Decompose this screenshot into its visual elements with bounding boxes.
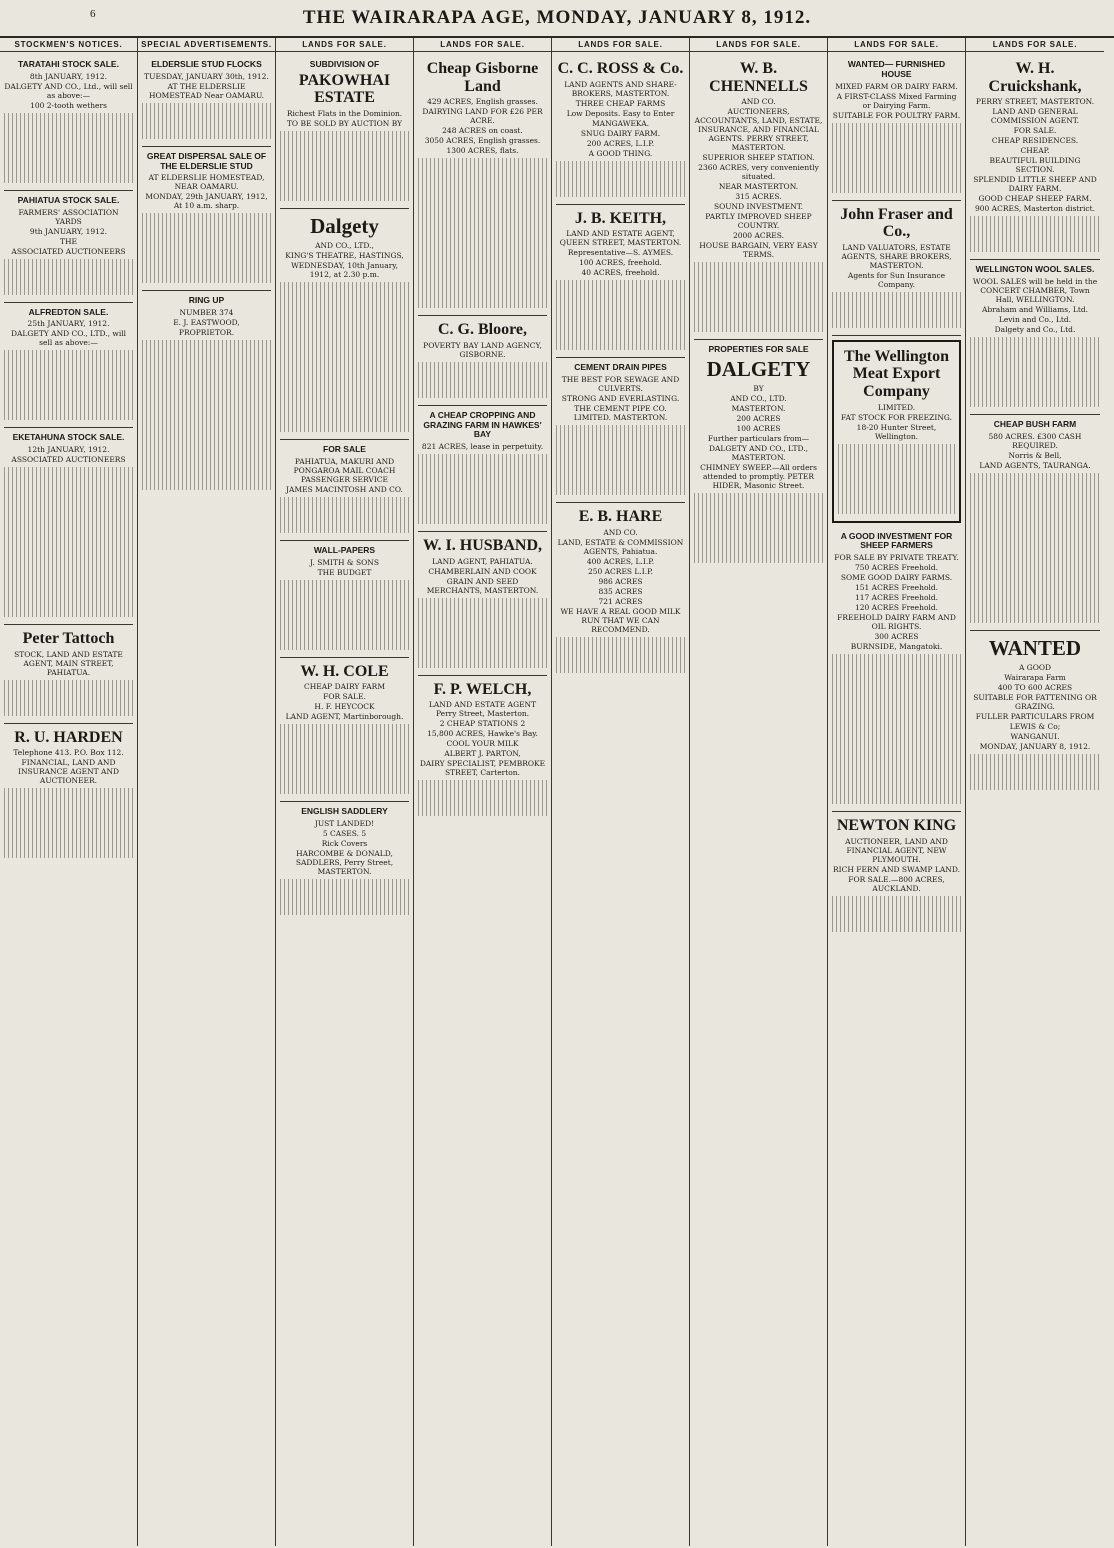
ad-line: ASSOCIATED AUCTIONEERS bbox=[11, 455, 126, 465]
ad-line: 200 ACRES, L.I.P. bbox=[586, 138, 655, 148]
body-text-texture bbox=[280, 879, 409, 915]
ad-line: MONDAY, 29th JANUARY, 1912, At 10 a.m. sharp. bbox=[145, 192, 268, 211]
ad-line: A FIRST-CLASS Mixed Farming or Dairying Farm. bbox=[836, 91, 957, 110]
ad-line: ALBERT J. PARTON, bbox=[444, 749, 521, 759]
body-text-texture bbox=[4, 259, 133, 295]
ad-line: DAIRY SPECIALIST, PEMBROKE STREET, Carterton. bbox=[419, 759, 546, 778]
body-text-texture bbox=[4, 680, 133, 716]
ad-line: 900 ACRES, Masterton district. bbox=[974, 204, 1096, 214]
ad-line: THE CEMENT PIPE CO. LIMITED. MASTERTON. bbox=[573, 403, 668, 422]
ad-line: Telephone 413. P.O. Box 112. bbox=[13, 748, 124, 758]
ad-line: 18-20 Hunter Street, Wellington. bbox=[856, 422, 937, 441]
ad-title: E. B. HARE bbox=[578, 507, 663, 525]
body-text-texture bbox=[4, 350, 133, 420]
ad-line: LAND VALUATORS, ESTATE AGENTS, SHARE BROKERS, MASTERTON. bbox=[841, 242, 952, 270]
body-text-texture bbox=[556, 425, 685, 495]
ad-line: THREE CHEAP FARMS bbox=[575, 98, 666, 108]
ad-line: FARMERS' ASSOCIATION YARDS bbox=[18, 207, 119, 226]
ad-heading: PAHIATUA STOCK SALE. bbox=[17, 194, 120, 205]
ad-line: SUPERIOR SHEEP STATION. bbox=[702, 153, 815, 163]
ad-line: CHIMNEY SWEEP.—All orders attended to promptly. PETER HIDER, Masonic Street. bbox=[700, 463, 817, 491]
ad-line: BURNSIDE, Mangatoki. bbox=[850, 642, 943, 652]
advertisement bbox=[556, 205, 685, 359]
body-text-texture bbox=[280, 131, 409, 201]
ad-line: AT ELDERSLIE HOMESTEAD, NEAR OAMARU. bbox=[148, 173, 265, 192]
body-text-texture bbox=[142, 213, 271, 283]
ad-line: LAND AGENT, Martinborough. bbox=[285, 712, 404, 722]
ad-line: LEWIS & Co; bbox=[1009, 721, 1061, 731]
column-5 bbox=[552, 38, 690, 1546]
ad-line: A GOOD bbox=[1018, 662, 1052, 672]
ad-line: 300 ACRES bbox=[874, 632, 919, 642]
body-text-texture bbox=[418, 780, 547, 816]
body-text-texture bbox=[970, 337, 1100, 407]
ad-line: ASSOCIATED AUCTIONEERS bbox=[11, 246, 126, 256]
ad-display-title: DALGETY bbox=[706, 356, 811, 381]
advertisement bbox=[556, 55, 685, 205]
ad-line: DAIRYING LAND FOR £26 PER ACRE. bbox=[422, 107, 543, 126]
ad-line: LAND AGENTS, TAURANGA. bbox=[979, 460, 1091, 470]
body-text-texture bbox=[4, 788, 133, 858]
advertisement bbox=[556, 503, 685, 680]
body-text-texture bbox=[280, 497, 409, 533]
ad-heading: CEMENT DRAIN PIPES bbox=[574, 362, 667, 373]
advertisement bbox=[418, 406, 547, 532]
ad-line: AUCTIONEER, LAND AND FINANCIAL AGENT, NEW PLYMOUTH. bbox=[845, 836, 948, 864]
body-text-texture bbox=[4, 113, 133, 183]
ad-heading: TARATAHI STOCK SALE. bbox=[18, 59, 119, 69]
ad-line: CHAMBERLAIN AND COOK bbox=[428, 566, 537, 576]
column-8 bbox=[966, 38, 1104, 1546]
ad-line: PARTLY IMPROVED SHEEP COUNTRY. bbox=[705, 212, 812, 231]
ad-line: LAND AND ESTATE AGENT, QUEEN STREET, MASTERTON. bbox=[559, 229, 682, 248]
advertisement bbox=[418, 55, 547, 316]
advertisement bbox=[4, 55, 133, 191]
body-text-texture bbox=[280, 724, 409, 794]
body-text-texture bbox=[832, 654, 961, 804]
ad-heading: CHEAP BUSH FARM bbox=[993, 418, 1077, 429]
body-text-texture bbox=[4, 467, 133, 617]
ad-line: 2000 ACRES. bbox=[732, 231, 784, 241]
ad-line: FOR SALE. bbox=[323, 692, 366, 702]
body-text-texture bbox=[556, 637, 685, 673]
ad-line: NEAR MASTERTON. bbox=[718, 182, 799, 192]
body-text-texture bbox=[694, 262, 823, 332]
ad-line: LAND AGENTS AND SHARE-BROKERS, MASTERTON. bbox=[564, 79, 677, 98]
ad-title: The Wellington Meat Export Company bbox=[843, 347, 950, 400]
ad-line: FOR SALE BY PRIVATE TREATY. bbox=[834, 553, 959, 563]
ad-line: 100 2-tooth wethers bbox=[30, 100, 107, 110]
ad-line: 248 ACRES on coast. bbox=[442, 126, 523, 136]
ad-line: 40 ACRES, freehold. bbox=[581, 268, 660, 278]
column-4 bbox=[414, 38, 552, 1546]
ad-display-title: Dalgety bbox=[310, 213, 379, 238]
ad-heading: SUBDIVISION OF bbox=[309, 59, 380, 69]
ad-line: Richest Flats in the Dominion. bbox=[286, 108, 403, 118]
body-text-texture bbox=[970, 754, 1100, 790]
ad-line: Further particulars from— bbox=[707, 434, 810, 444]
ad-line: 821 ACRES, lease in perpetuity. bbox=[421, 442, 544, 452]
ad-line: POVERTY BAY LAND AGENCY, GISBORNE. bbox=[423, 340, 542, 359]
advertisement bbox=[142, 147, 271, 292]
ad-line: AND CO., LTD. bbox=[730, 394, 787, 404]
advertisement bbox=[694, 340, 823, 570]
ad-line: 12th JANUARY, 1912. bbox=[27, 445, 110, 455]
body-text-texture bbox=[556, 280, 685, 350]
newspaper-title: THE WAIRARAPA AGE, MONDAY, JANUARY 8, 1912. bbox=[302, 7, 812, 28]
ad-line: LAND AGENT, PAHIATUA. bbox=[432, 556, 533, 566]
advertisement bbox=[970, 55, 1100, 260]
advertisement bbox=[280, 541, 409, 658]
ad-line: BEAUTIFUL BUILDING SECTION. bbox=[989, 156, 1081, 175]
ad-line: Levin and Co., Ltd. bbox=[998, 314, 1072, 324]
ad-heading: WELLINGTON WOOL SALES. bbox=[975, 264, 1095, 275]
ad-line: LAND AND ESTATE AGENT Perry Street, Masterton. bbox=[428, 700, 537, 719]
advertisement bbox=[556, 358, 685, 503]
advertisement bbox=[4, 625, 133, 724]
ad-line: AND CO. bbox=[741, 97, 776, 107]
ad-line: 100 ACRES, freehold. bbox=[579, 258, 662, 268]
advertisement bbox=[280, 209, 409, 440]
ad-heading: EKETAHUNA STOCK SALE. bbox=[12, 432, 125, 443]
ad-line: BY bbox=[753, 384, 764, 394]
ad-line: 8th JANUARY, 1912. bbox=[29, 71, 108, 81]
ad-line: MASTERTON. bbox=[731, 404, 786, 414]
ad-heading: A GOOD INVESTMENT FOR SHEEP FARMERS bbox=[840, 530, 953, 551]
ad-line: TO BE SOLD BY AUCTION BY bbox=[286, 118, 403, 128]
ad-heading: FOR SALE bbox=[323, 444, 366, 455]
ad-line: Wairarapa Farm bbox=[1004, 672, 1066, 682]
column-3 bbox=[276, 38, 414, 1546]
body-text-texture bbox=[832, 292, 961, 328]
ad-line: SPLENDID LITTLE SHEEP AND DAIRY FARM. bbox=[973, 175, 1097, 194]
body-text-texture bbox=[142, 103, 271, 139]
ad-line: WOOL SALES will be held in the CONCERT CHAMBER, Town Hall, WELLINGTON. bbox=[972, 276, 1098, 304]
advertisement bbox=[694, 55, 823, 340]
ad-line: LAND, ESTATE & COMMISSION AGENTS, Pahiatua. bbox=[557, 537, 684, 556]
ad-line: 400 ACRES, L.I.P. bbox=[586, 556, 655, 566]
advertisement bbox=[832, 812, 961, 939]
advertisement bbox=[4, 303, 133, 429]
advertisement bbox=[4, 724, 133, 866]
ad-line: FOR SALE.—800 ACRES, AUCKLAND. bbox=[848, 874, 945, 893]
ad-line: Norris & Bell, bbox=[1008, 450, 1062, 460]
ad-line: PERRY STREET, MASTERTON. bbox=[975, 97, 1095, 107]
body-text-texture bbox=[556, 161, 685, 197]
ad-line: AND CO., LTD., bbox=[315, 241, 374, 251]
ad-line: 1300 ACRES, flats. bbox=[446, 146, 519, 156]
ad-line: 250 ACRES L.I.P. bbox=[587, 566, 654, 576]
ad-line: SOUND INVESTMENT. bbox=[713, 202, 804, 212]
ad-title: PAKOWHAI ESTATE bbox=[298, 71, 391, 107]
ad-line: THE BEST FOR SEWAGE AND CULVERTS. bbox=[561, 374, 680, 393]
advertisement bbox=[4, 191, 133, 303]
ad-line: E. J. EASTWOOD, bbox=[173, 318, 240, 328]
ad-line: HARCOMBE & DONALD, SADDLERS, Perry Street, MASTERTON. bbox=[295, 848, 394, 876]
advertisement bbox=[970, 631, 1100, 797]
ad-line: FOR SALE. bbox=[1013, 126, 1057, 136]
page-number: 6 bbox=[90, 8, 97, 20]
ad-title: W. H. COLE bbox=[300, 662, 389, 680]
ad-line: GOOD CHEAP SHEEP FARM. bbox=[978, 194, 1092, 204]
body-text-texture bbox=[418, 158, 547, 308]
ad-line: SUITABLE FOR POULTRY FARM. bbox=[832, 110, 961, 120]
ad-line: 400 TO 600 ACRES bbox=[997, 682, 1073, 692]
column-header: LANDS FOR SALE. bbox=[828, 38, 965, 52]
ad-title: C. G. Bloore, bbox=[437, 321, 528, 339]
advertisement bbox=[280, 802, 409, 922]
ad-line: DALGETY AND CO., Ltd., will sell as above:— bbox=[4, 81, 133, 100]
ad-line: WANGANUI. bbox=[1010, 731, 1060, 741]
ad-line: 3050 ACRES, English grasses. bbox=[424, 136, 541, 146]
ad-line: CHEAP DAIRY FARM bbox=[303, 682, 386, 692]
column-header: LANDS FOR SALE. bbox=[966, 38, 1104, 52]
advertisement bbox=[142, 291, 271, 497]
ad-line: AT THE ELDERSLIE HOMESTEAD Near OAMARU. bbox=[148, 81, 265, 100]
ad-heading: GREAT DISPERSAL SALE OF THE ELDERSLIE STUD bbox=[146, 150, 267, 171]
ad-line: FAT STOCK FOR FREEZING. bbox=[841, 412, 952, 422]
column-header: LANDS FOR SALE. bbox=[552, 38, 689, 52]
ad-heading: A CHEAP CROPPING AND GRAZING FARM IN HAWKES' BAY bbox=[423, 409, 542, 440]
ad-heading: ENGLISH SADDLERY bbox=[301, 806, 388, 817]
body-text-texture bbox=[418, 598, 547, 668]
ad-line: JAMES MACINTOSH AND CO. bbox=[286, 484, 403, 494]
ad-line: FULLER PARTICULARS FROM bbox=[975, 711, 1095, 721]
body-text-texture bbox=[694, 493, 823, 563]
ad-title: W. B. CHENNELLS bbox=[709, 60, 808, 95]
advertisement bbox=[142, 55, 271, 147]
ad-line: MONDAY, JANUARY 8, 1912. bbox=[979, 741, 1091, 751]
advertisement bbox=[418, 532, 547, 676]
ad-line: A GOOD THING. bbox=[588, 148, 653, 158]
ad-line: FINANCIAL, LAND AND INSURANCE AGENT AND AUCTIONEER. bbox=[17, 758, 120, 786]
column-header: LANDS FOR SALE. bbox=[690, 38, 827, 52]
ad-line: 9th JANUARY, 1912. bbox=[29, 226, 108, 236]
ad-line: CHEAP RESIDENCES. bbox=[991, 136, 1079, 146]
advertisement bbox=[418, 676, 547, 824]
ad-line: 200 ACRES bbox=[736, 414, 781, 424]
body-text-texture bbox=[970, 216, 1100, 252]
ad-title: John Fraser and Co., bbox=[840, 205, 953, 241]
ad-line: Abraham and Williams, Ltd. bbox=[981, 304, 1089, 314]
ad-line: JUST LANDED! bbox=[314, 818, 375, 828]
ad-line: 429 ACRES, English grasses. bbox=[427, 97, 538, 107]
ad-line: 986 ACRES bbox=[598, 576, 643, 586]
ad-title: NEWTON KING bbox=[836, 817, 957, 835]
column-7 bbox=[828, 38, 966, 1546]
ad-line: 750 ACRES Freehold. bbox=[854, 563, 939, 573]
ad-display-title: WANTED bbox=[988, 635, 1082, 660]
advertisement bbox=[832, 340, 961, 523]
ad-heading: RING UP bbox=[188, 295, 225, 306]
advertisement bbox=[832, 201, 961, 336]
body-text-texture bbox=[838, 444, 955, 514]
advertisement bbox=[970, 415, 1100, 631]
ad-line: MANGAWEKA. bbox=[591, 118, 650, 128]
advertisement bbox=[832, 55, 961, 201]
ad-title: W. I. HUSBAND, bbox=[423, 537, 542, 555]
ad-line: DALGETY AND CO., LTD., MASTERTON. bbox=[708, 444, 809, 463]
ad-line: 117 ACRES Freehold. bbox=[854, 593, 939, 603]
ad-line: 721 ACRES bbox=[598, 596, 643, 606]
ad-line: FREEHOLD DAIRY FARM AND OIL RIGHTS. bbox=[837, 613, 956, 632]
ad-heading: ELDERSLIE STUD FLOCKS bbox=[151, 59, 262, 69]
ad-line: WE HAVE A REAL GOOD MILK RUN THAT WE CAN RECOMMEND. bbox=[560, 606, 681, 634]
ad-line: SUITABLE FOR FATTENING OR GRAZING. bbox=[973, 692, 1097, 711]
column-header: SPECIAL ADVERTISEMENTS. bbox=[138, 38, 275, 52]
ad-line: Agents for Sun Insurance Company. bbox=[847, 270, 946, 289]
ad-line: MIXED FARM OR DAIRY FARM. bbox=[835, 81, 958, 91]
ad-line: 151 ACRES Freehold. bbox=[854, 583, 939, 593]
ad-line: 580 ACRES. £300 CASH REQUIRED. bbox=[988, 431, 1082, 450]
column-2 bbox=[138, 38, 276, 1546]
column-header: LANDS FOR SALE. bbox=[414, 38, 551, 52]
body-text-texture bbox=[418, 362, 547, 398]
body-text-texture bbox=[970, 473, 1100, 623]
ad-line: Representative—S. AYMES. bbox=[567, 248, 674, 258]
body-text-texture bbox=[280, 282, 409, 432]
ad-line: WEDNESDAY, 10th January, 1912, at 2.30 p.m. bbox=[291, 261, 398, 280]
ad-line: 2360 ACRES, very conveniently situated. bbox=[698, 163, 819, 182]
body-text-texture bbox=[418, 454, 547, 524]
ad-title: Cheap Gisborne Land bbox=[426, 60, 539, 95]
ad-line: LAND AND GENERAL COMMISSION AGENT. bbox=[990, 107, 1080, 126]
advertisement bbox=[4, 428, 133, 625]
ad-line: TUESDAY, JANUARY 30th, 1912. bbox=[144, 71, 269, 81]
column-header: STOCKMEN'S NOTICES. bbox=[0, 38, 137, 52]
body-text-texture bbox=[142, 340, 271, 490]
ad-title: C. C. ROSS & Co. bbox=[557, 60, 684, 77]
advertisement bbox=[418, 316, 547, 406]
advertisement bbox=[970, 260, 1100, 415]
ad-line: KING'S THEATRE, HASTINGS, bbox=[285, 251, 404, 261]
ad-line: STRONG AND EVERLASTING. bbox=[561, 393, 680, 403]
ad-heading: PROPERTIES FOR SALE bbox=[708, 344, 809, 355]
ad-line: Low Deposits. Easy to Enter bbox=[566, 108, 675, 118]
ad-line: GRAIN AND SEED MERCHANTS, MASTERTON. bbox=[426, 576, 539, 595]
ad-line: AUCTIONEERS, ACCOUNTANTS, LAND, ESTATE, INSURANCE, AND FINANCIAL AGENTS. PERRY STREET, MASTERTON. bbox=[694, 107, 823, 153]
ad-line: AND CO. bbox=[603, 527, 638, 537]
ad-line: 15,800 ACRES, Hawke's Bay. bbox=[427, 729, 538, 739]
ad-line: THE BUDGET bbox=[317, 567, 372, 577]
advertisement bbox=[280, 440, 409, 541]
ad-line: COOL YOUR MILK bbox=[446, 739, 519, 749]
ad-title: R. U. HARDEN bbox=[14, 728, 123, 746]
body-text-texture bbox=[280, 580, 409, 650]
column-1 bbox=[0, 38, 138, 1546]
body-text-texture bbox=[832, 123, 961, 193]
ad-heading: WANTED— FURNISHED HOUSE bbox=[847, 59, 946, 79]
ad-line: 2 CHEAP STATIONS 2 bbox=[439, 719, 526, 729]
newspaper-page bbox=[0, 38, 1114, 1546]
ad-heading: WALL-PAPERS bbox=[313, 544, 376, 555]
advertisement bbox=[280, 658, 409, 803]
column-6 bbox=[690, 38, 828, 1546]
ad-line: 315 ACRES. bbox=[735, 192, 782, 202]
advertisement bbox=[280, 55, 409, 209]
ad-line: J. SMITH & SONS bbox=[310, 557, 379, 567]
ad-line: SNUG DAIRY FARM. bbox=[580, 128, 661, 138]
ad-title: J. B. KEITH, bbox=[574, 209, 667, 227]
column-header: LANDS FOR SALE. bbox=[276, 38, 413, 52]
ad-line: SOME GOOD DAIRY FARMS. bbox=[840, 573, 953, 583]
ad-line: CHEAP. bbox=[1020, 146, 1050, 156]
ad-line: STOCK, LAND AND ESTATE AGENT, MAIN STREET, PAHIATUA. bbox=[14, 649, 123, 677]
ad-line: Rick Covers bbox=[321, 838, 368, 848]
ad-title: W. H. Cruickshank, bbox=[988, 60, 1082, 95]
ad-line: PROPRIETOR. bbox=[178, 328, 235, 338]
ad-line: THE bbox=[59, 236, 78, 246]
ad-title: F. P. WELCH, bbox=[433, 680, 532, 698]
ad-line: DALGETY AND CO., LTD., will sell as above:— bbox=[10, 329, 127, 348]
ad-line: 120 ACRES Freehold. bbox=[854, 603, 939, 613]
ad-line: HOUSE BARGAIN, VERY EASY TERMS. bbox=[699, 241, 818, 260]
masthead bbox=[0, 0, 1114, 38]
ad-line: 25th JANUARY, 1912. bbox=[27, 319, 110, 329]
ad-line: H. F. HEYCOCK bbox=[314, 702, 375, 712]
body-text-texture bbox=[832, 896, 961, 932]
advertisement bbox=[832, 527, 961, 813]
ad-line: 5 CASES. 5 bbox=[322, 828, 367, 838]
ad-line: NUMBER 374 bbox=[179, 308, 234, 318]
ad-line: 835 ACRES bbox=[598, 586, 643, 596]
ad-line: Dalgety and Co., Ltd. bbox=[994, 324, 1076, 334]
ad-line: 100 ACRES bbox=[736, 424, 781, 434]
ad-heading: ALFREDTON SALE. bbox=[28, 306, 109, 317]
ad-title: Peter Tattoch bbox=[22, 630, 115, 648]
ad-line: RICH FERN AND SWAMP LAND. bbox=[832, 864, 960, 874]
ad-line: LIMITED. bbox=[877, 402, 916, 412]
ad-line: PAHIATUA, MAKURI AND PONGAROA MAIL COACH PASSENGER SERVICE bbox=[293, 456, 396, 484]
